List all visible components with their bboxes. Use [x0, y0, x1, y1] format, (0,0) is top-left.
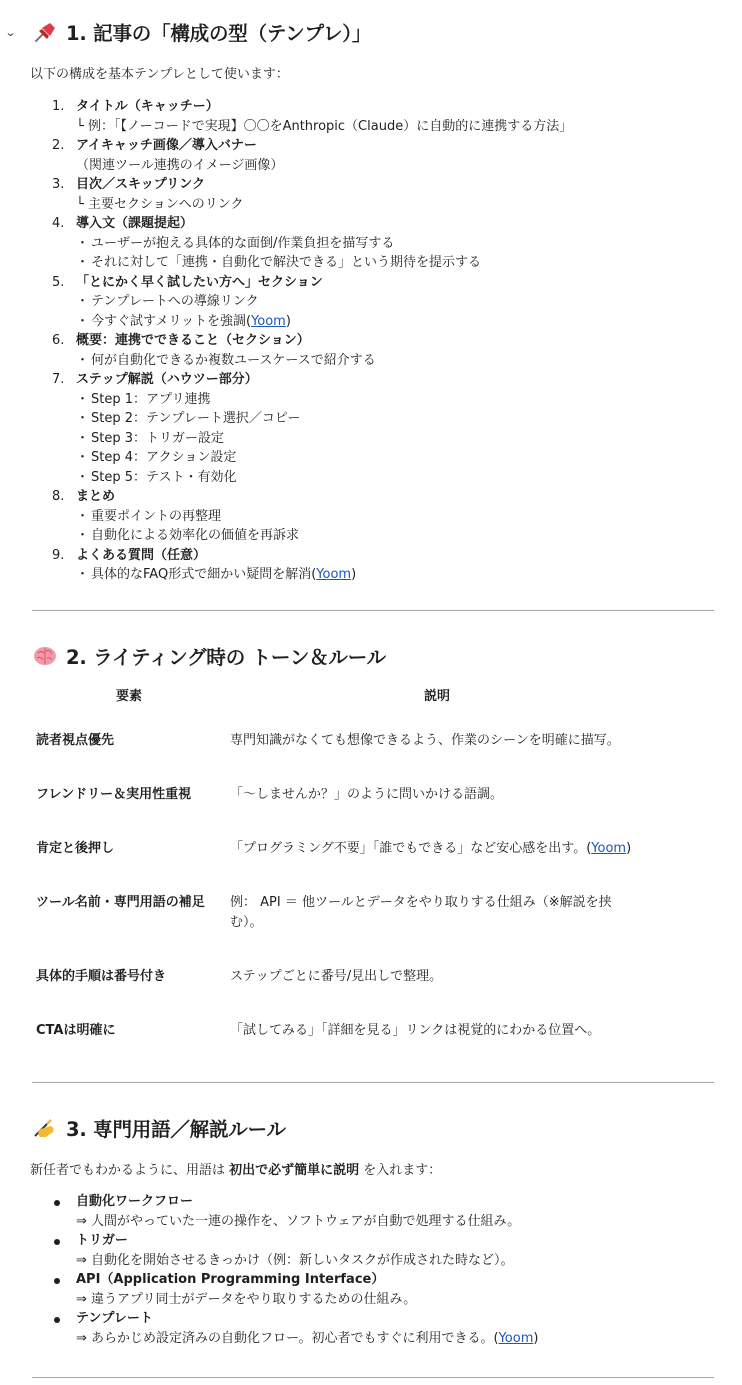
table-row: 具体的手順は番号付き ステップごとに番号/見出しで整理。: [36, 969, 443, 984]
yoom-link[interactable]: Yoom: [498, 1330, 534, 1346]
list-item: 自動化ワークフロー ⇒ 人間がやっていた一連の操作を、ソフトウェアが自動で処理する仕組み。: [48, 1192, 708, 1231]
list-item: 1. タイトル（キャッチー） └ 例：「【ノーコードで実現】〇〇をAnthropic（Claude）に自動的に連携する方法」: [52, 99, 573, 134]
template-steps-list: [30, 97, 720, 585]
section-heading-terms: [32, 1114, 286, 1142]
list-item: 2. アイキャッチ画像／導入バナー （関連ツール連携のイメージ画像）: [52, 138, 284, 173]
table-header-row: [32, 676, 648, 723]
list-item: 5. 「とにかく早く試したい方へ」セクション ・ テンプレートへの導線リンク ・ 今すぐ試すメリットを強調(Yoom): [30, 273, 720, 332]
column-header: 説明: [423, 689, 450, 704]
chevron-down-icon[interactable]: ⌄: [4, 26, 17, 39]
divider: [32, 1377, 714, 1378]
list-item: 9. よくある質問（任意） ・ 具体的なFAQ形式で細かい疑問を解消(Yoom): [30, 546, 720, 585]
cell-value: 専門知識がなくても想像できるよう、作業のシーンを明確に描写。: [230, 733, 620, 748]
section-title: 1. 記事の「構成の型（テンプレ）」: [66, 22, 372, 45]
list-item: 4. 導入文（課題提起） ・ ユーザーが抱える具体的な面倒/作業負担を描写する ・ それに対して「連携・自動化で解決できる」という期待を提示する: [30, 214, 720, 273]
section-heading-structure: [32, 18, 371, 46]
table-row: 肯定と後押し 「プログラミング不要」「誰でもできる」など安心感を出す。(Yoom): [36, 841, 632, 856]
section-title: 2. ライティング時の トーン＆ルール: [66, 646, 386, 669]
terms-list: [48, 1192, 708, 1348]
list-item: トリガー ⇒ 自動化を開始させるきっかけ（例：新しいタスクが作成された時など）。: [48, 1231, 708, 1270]
pushpin-icon: [32, 21, 58, 43]
yoom-link[interactable]: Yoom: [251, 313, 286, 329]
list-item: 7. ステップ解説（ハウツー部分） ・ Step 1：アプリ連携 ・ Step 2：テンプレート選択／コピー ・ Step 3：トリガー設定 ・ Step 4：アクション設定 ・ Step 5：テスト・有効化: [30, 370, 720, 487]
brain-icon: [32, 645, 58, 667]
list-item: 8. まとめ ・ 重要ポイントの再整理 ・ 自動化による効率化の価値を再訴求: [30, 487, 720, 546]
list-item: 6. 概要：連携でできること（セクション） ・ 何が自動化できるか複数ユースケースで紹介する: [30, 331, 720, 370]
section-heading-tone: [32, 642, 386, 670]
yoom-link[interactable]: Yoom: [591, 841, 627, 856]
section-intro: 新任者でもわかるように、用語は 初出で必ず簡単に説明 を入れます：: [30, 1163, 442, 1178]
list-item: API（Application Programming Interface） ⇒ 違うアプリ同士がデータをやり取りするための仕組み。: [48, 1270, 708, 1309]
section-title: 3. 専門用語／解説ルール: [66, 1118, 286, 1141]
table-row: ツール名前・専門用語の補足 例： API ＝ 他ツールとデータをやり取りする仕組み（※解説を挟む）。: [36, 895, 612, 930]
tone-rules-table: [32, 676, 648, 1067]
column-header: 要素: [115, 689, 142, 704]
table-row: CTAは明確に 「試してみる」「詳細を見る」リンクは視覚的にわかる位置へ。: [36, 1023, 601, 1038]
yoom-link[interactable]: Yoom: [316, 567, 352, 582]
writing-hand-icon: [32, 1117, 58, 1139]
divider: [32, 610, 714, 611]
list-item: 3. 目次／スキップリンク └ 主要セクションへのリンク: [52, 177, 244, 212]
divider: [32, 1082, 714, 1083]
table-row: 読者視点優先 専門知識がなくても想像できるよう、作業のシーンを明確に描写。: [36, 733, 620, 748]
list-item: テンプレート ⇒ あらかじめ設定済みの自動化フロー。初心者でもすぐに利用できる。(Yoom): [48, 1309, 708, 1348]
section-intro: 以下の構成を基本テンプレとして使います：: [30, 67, 289, 82]
table-row: フレンドリー＆実用性重視 「〜しませんか？」のように問いかける語調。: [36, 787, 504, 802]
